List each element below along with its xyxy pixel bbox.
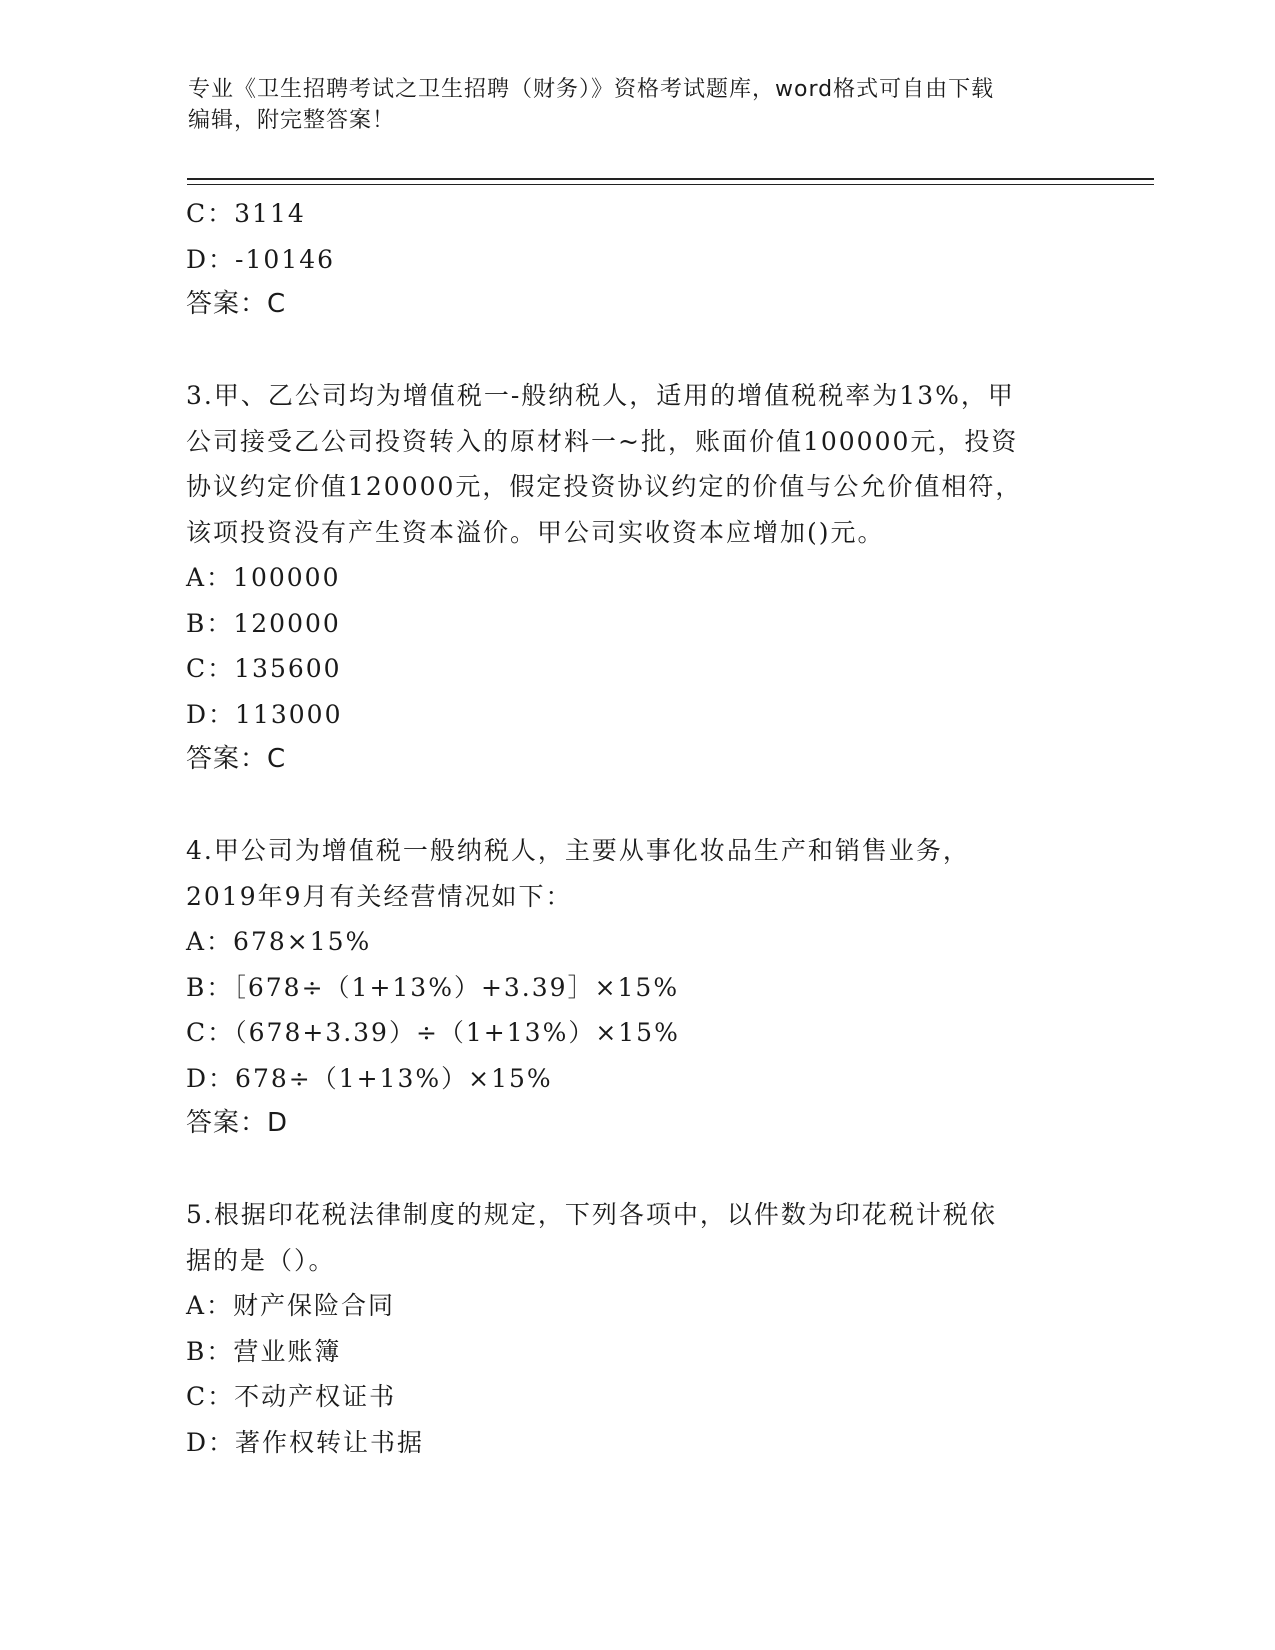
q3-option-b: B：120000 — [186, 608, 341, 638]
header-line-1: 专业《卫生招聘考试之卫生招聘（财务）》资格考试题库，word格式可自由下载 — [188, 77, 995, 102]
q3-option-a: A：100000 — [186, 563, 341, 592]
q4-stem-line-1: 4.甲公司为增值税一般纳税人，主要从事化妆品生产和销售业务， — [186, 836, 970, 865]
question-5 — [186, 1192, 1086, 1465]
question-3 — [186, 373, 1086, 783]
q4-option-a: A：678×15% — [186, 927, 372, 956]
prev-option-d: D：-10146 — [186, 244, 336, 274]
spacer — [186, 328, 1086, 374]
q5-option-d: D：著作权转让书据 — [186, 1427, 425, 1457]
q3-stem-line-1: 3.甲、乙公司均为增值税一-般纳税人，适用的增值税税率为13%，甲 — [186, 381, 1015, 410]
q3-option-d: D：113000 — [186, 699, 343, 729]
q4-option-c: C：（678+3.39）÷（1+13%）×15% — [186, 1018, 680, 1047]
q3-option-c: C：135600 — [186, 654, 342, 683]
q5-option-c: C：不动产权证书 — [186, 1382, 397, 1411]
q5-stem-line-2: 据的是（）。 — [186, 1245, 336, 1275]
question-4 — [186, 828, 1086, 1147]
previous-question-tail — [186, 191, 1086, 328]
document-body — [186, 191, 1086, 1465]
q5-option-a: A：财产保险合同 — [186, 1291, 396, 1320]
header-line-2: 编辑，附完整答案！ — [188, 108, 396, 133]
spacer — [186, 1147, 1086, 1193]
header-rule-thick — [187, 178, 1154, 180]
q5-stem-line-1: 5.根据印花税法律制度的规定，下列各项中，以件数为印花税计税依 — [186, 1200, 997, 1229]
q4-stem-line-2: 2019年9月有关经营情况如下： — [186, 881, 573, 911]
prev-option-c: C：3114 — [186, 199, 306, 228]
q3-answer: 答案：C — [186, 744, 287, 774]
q5-option-b: B：营业账簿 — [186, 1336, 342, 1366]
spacer — [186, 783, 1086, 829]
q4-answer: 答案：D — [186, 1108, 289, 1138]
q3-stem-line-2: 公司接受乙公司投资转入的原材料一~批，账面价值100000元，投资 — [186, 426, 1019, 456]
page-header — [188, 74, 1088, 136]
q3-stem-line-4: 该项投资没有产生资本溢价。甲公司实收资本应增加()元。 — [186, 517, 885, 547]
q4-option-d: D：678÷（1+13%）×15% — [186, 1063, 553, 1093]
q4-option-b: B：［678÷（1+13%）+3.39］×15% — [186, 972, 680, 1002]
prev-answer: 答案：C — [186, 289, 287, 319]
q3-stem-line-3: 协议约定价值120000元，假定投资协议约定的价值与公允价值相符， — [186, 472, 1023, 501]
header-rule-thin — [187, 184, 1154, 185]
